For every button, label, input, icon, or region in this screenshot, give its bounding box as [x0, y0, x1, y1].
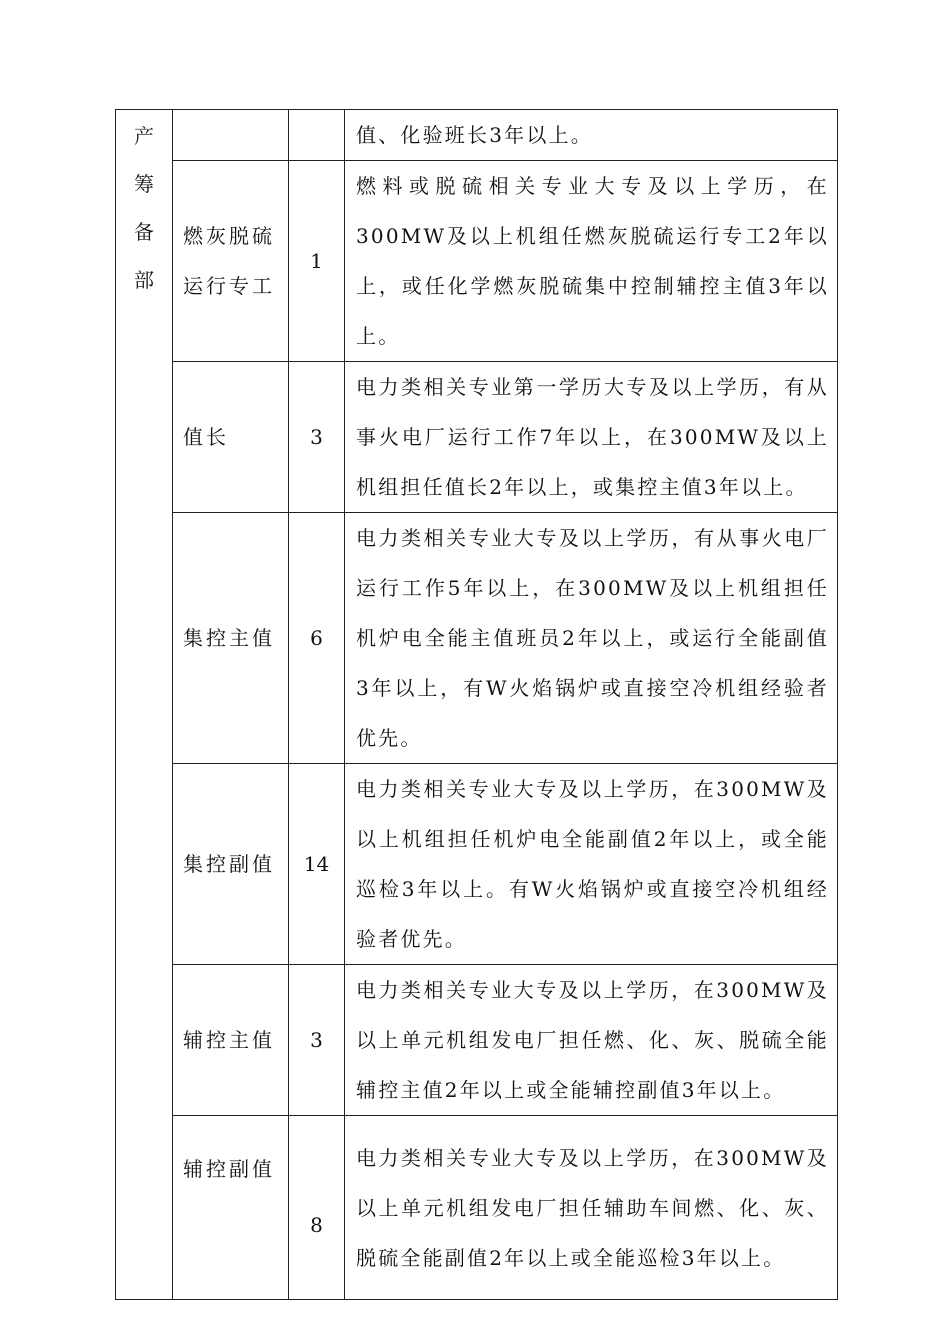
table-row [116, 362, 838, 513]
position-cell: 辅控副值 [173, 1116, 289, 1300]
table-row [116, 110, 838, 161]
table-row [116, 764, 838, 965]
requirement-cell: 电力类相关专业大专及以上学历，在300MW及以上机组担任机炉电全能副值2年以上，或全能巡检3年以上。有W火焰锅炉或直接空冷机组经验者优先。 [345, 764, 838, 965]
position-cell: 集控副值 [173, 764, 289, 965]
table-row [116, 965, 838, 1116]
count-cell: 3 [289, 965, 345, 1116]
department-label: 产筹备部 [134, 124, 154, 292]
position-cell: 辅控主值 [173, 965, 289, 1116]
position-cell: 燃灰脱硫运行专工 [173, 161, 289, 362]
requirement-cell: 电力类相关专业大专及以上学历，在300MW及以上单元机组发电厂担任辅助车间燃、化、灰、脱硫全能副值2年以上或全能巡检3年以上。 [345, 1116, 838, 1300]
table-row [116, 513, 838, 764]
position-cell [173, 110, 289, 161]
count-cell: 8 [289, 1116, 345, 1300]
requirement-cell: 电力类相关专业大专及以上学历，有从事火电厂运行工作5年以上，在300MW及以上机组担任机炉电全能主值班员2年以上，或运行全能副值3年以上，有W火焰锅炉或直接空冷机组经验者优先。 [345, 513, 838, 764]
requirement-cell: 电力类相关专业第一学历大专及以上学历，有从事火电厂运行工作7年以上，在300MW及以上机组担任值长2年以上，或集控主值3年以上。 [345, 362, 838, 513]
count-cell: 14 [289, 764, 345, 965]
table-row [116, 161, 838, 362]
position-cell: 集控主值 [173, 513, 289, 764]
count-cell: 1 [289, 161, 345, 362]
requirement-cell: 燃料或脱硫相关专业大专及以上学历，在300MW及以上机组任燃灰脱硫运行专工2年以上，或任化学燃灰脱硫集中控制辅控主值3年以上。 [345, 161, 838, 362]
table-row [116, 1116, 838, 1300]
count-cell: 6 [289, 513, 345, 764]
department-cell [116, 110, 173, 1300]
recruitment-table [115, 109, 838, 1300]
position-cell: 值长 [173, 362, 289, 513]
count-cell [289, 110, 345, 161]
requirement-cell: 电力类相关专业大专及以上学历，在300MW及以上单元机组发电厂担任燃、化、灰、脱硫全能辅控主值2年以上或全能辅控副值3年以上。 [345, 965, 838, 1116]
count-cell: 3 [289, 362, 345, 513]
requirement-cell: 值、化验班长3年以上。 [345, 110, 838, 161]
